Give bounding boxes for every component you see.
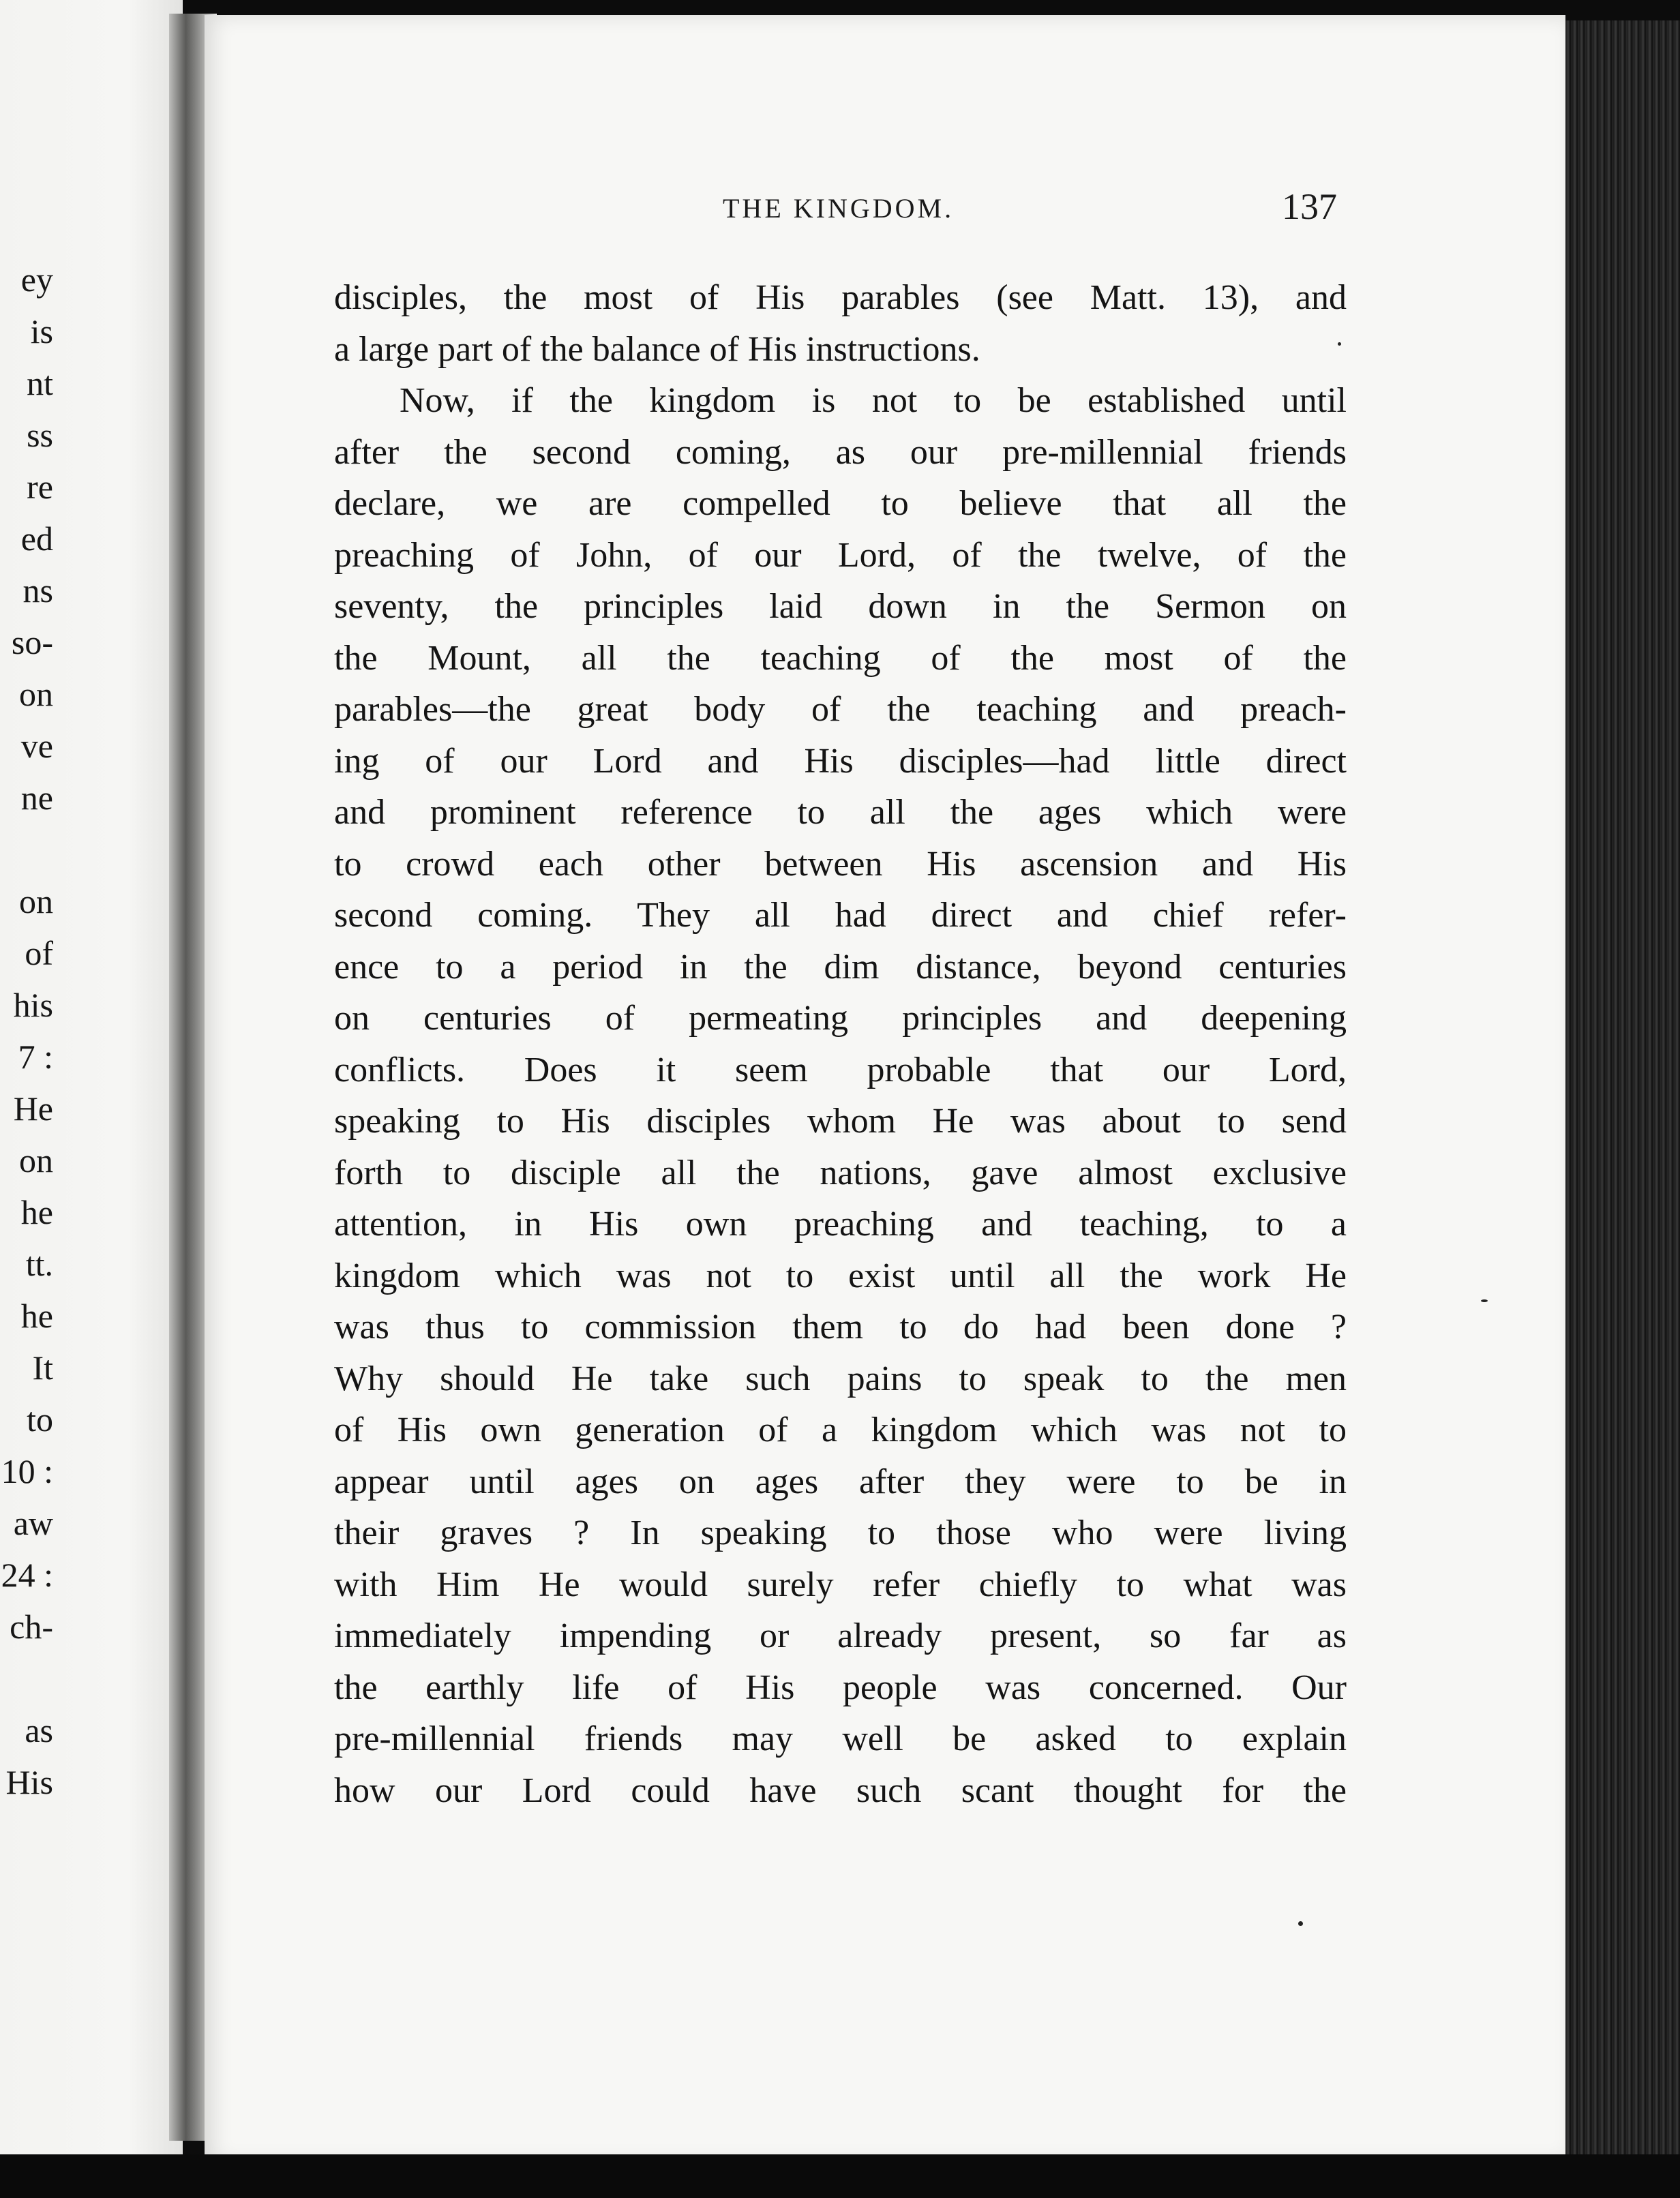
left-page-fragment: He: [13, 1089, 53, 1128]
left-page-fragment: ve: [20, 727, 53, 765]
text-line: their graves ? In speaking to those who were living: [334, 1514, 1347, 1552]
text-line: Now, if the kingdom is not to be established until: [400, 381, 1347, 420]
scan-speck: [1481, 1299, 1488, 1302]
left-page-fragment: tt.: [25, 1245, 53, 1283]
left-page-fragment: on: [19, 882, 53, 920]
text-line: to crowd each other between His ascension and His: [334, 845, 1347, 884]
text-line: pre-millennial friends may well be asked to explain: [334, 1719, 1347, 1758]
text-line: on centuries of permeating principles and deepening: [334, 999, 1347, 1038]
text-line: second coming. They all had direct and chief refer-: [334, 896, 1347, 935]
text-line: parables—the great body of the teaching and preach-: [334, 690, 1347, 729]
left-page-fragment: so-: [11, 623, 53, 661]
left-page-fragment: re: [27, 468, 53, 506]
text-line: immediately impending or already present, so far as: [334, 1616, 1347, 1655]
left-page-fragment: as: [25, 1711, 53, 1749]
scan-speck: [1338, 342, 1341, 346]
left-page-fragment: aw: [13, 1504, 53, 1542]
text-line: how our Lord could have such scant thought for the: [334, 1771, 1347, 1810]
left-page-fragment: on: [19, 1141, 53, 1179]
left-page-fragment: nt: [27, 364, 53, 402]
left-page-fragment: 24 :: [1, 1556, 53, 1594]
scan-border: [0, 2154, 1680, 2198]
scan-speck: [1298, 1921, 1303, 1926]
page-number: 137: [1282, 186, 1337, 227]
text-line: ence to a period in the dim distance, beyond centuries: [334, 948, 1347, 987]
left-page-fragment: ss: [27, 416, 53, 454]
left-page-fragment: he: [20, 1193, 53, 1231]
text-line: conflicts. Does it seem probable that our Lord,: [334, 1051, 1347, 1089]
text-line: was thus to commission them to do had been done ?: [334, 1308, 1347, 1346]
left-page: [0, 0, 183, 2198]
left-page-fragment: to: [27, 1400, 53, 1439]
text-line: disciples, the most of His parables (see Matt. 13), and: [334, 278, 1347, 317]
page-edges: [1565, 20, 1680, 2161]
left-page-fragment: is: [30, 312, 53, 350]
left-page-fragment: ch-: [10, 1608, 53, 1646]
text-line: forth to disciple all the nations, gave almost exclusive: [334, 1154, 1347, 1192]
text-line: after the second coming, as our pre-millennial friends: [334, 433, 1347, 472]
text-line: ing of our Lord and His disciples—had little direct: [334, 742, 1347, 781]
left-page-fragment: ns: [22, 571, 53, 609]
left-page-fragment: he: [20, 1297, 53, 1335]
left-page-fragment: ed: [20, 520, 53, 558]
text-line: the Mount, all the teaching of the most of the: [334, 639, 1347, 678]
text-line: of His own generation of a kingdom which was not to: [334, 1411, 1347, 1449]
text-line: a large part of the balance of His instructions.: [334, 330, 980, 369]
text-line: declare, we are compelled to believe that all the: [334, 484, 1347, 523]
left-page-fragment: His: [5, 1763, 53, 1801]
left-page-fragment: his: [13, 986, 53, 1024]
running-head: THE KINGDOM.: [723, 193, 955, 224]
left-page-fragment: on: [19, 675, 53, 713]
left-page-fragment: 10 :: [1, 1452, 53, 1490]
text-line: speaking to His disciples whom He was about to send: [334, 1102, 1347, 1141]
text-line: appear until ages on ages after they were to be in: [334, 1462, 1347, 1501]
text-line: Why should He take such pains to speak to the men: [334, 1359, 1347, 1398]
left-page-fragment: ne: [20, 779, 53, 817]
left-page-fragment: It: [32, 1349, 53, 1387]
text-line: kingdom which was not to exist until all the work He: [334, 1256, 1347, 1295]
text-line: preaching of John, of our Lord, of the twelve, of the: [334, 536, 1347, 575]
left-page-fragment: 7 :: [18, 1038, 53, 1076]
text-line: the earthly life of His people was concerned. Our: [334, 1668, 1347, 1707]
text-line: seventy, the principles laid down in the Sermon on: [334, 587, 1347, 626]
text-line: and prominent reference to all the ages which were: [334, 793, 1347, 832]
left-page-fragment: of: [25, 934, 53, 972]
text-line: attention, in His own preaching and teaching, to a: [334, 1205, 1347, 1244]
left-page-fragment: ey: [20, 260, 53, 299]
text-line: with Him He would surely refer chiefly to what was: [334, 1565, 1347, 1604]
